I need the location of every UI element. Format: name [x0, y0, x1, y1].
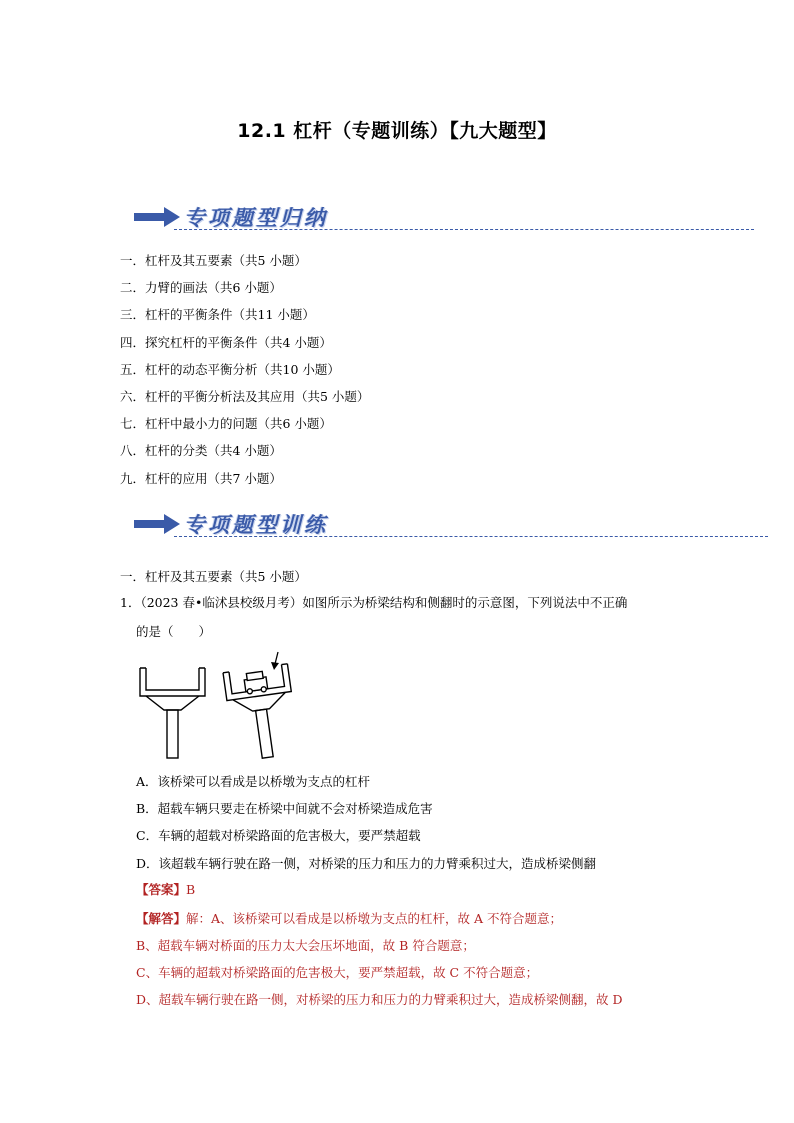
bridge-diagram	[130, 650, 310, 762]
list-item: 六．杠杆的平衡分析法及其应用（共5 小题）	[120, 388, 370, 404]
page-title: 12.1 杠杆（专题训练）【九大题型】	[237, 120, 557, 142]
answer-value: B	[186, 882, 196, 897]
list-item: 三．杠杆的平衡条件（共11 小题）	[120, 307, 315, 323]
section-heading: 一．杠杆及其五要素（共5 小题）	[120, 569, 307, 584]
list-item: 一．杠杆及其五要素（共5 小题）	[120, 253, 307, 268]
list-item: 四．探究杠杆的平衡条件（共4 小题）	[120, 334, 332, 350]
question-stem: 1．（2023 春•临沭县校级月考）如图所示为桥梁结构和侧翻时的示意图，下列说法中不正确	[120, 595, 628, 610]
list-item: 五．杠杆的动态平衡分析（共10 小题）	[120, 361, 340, 377]
right-arrow-icon	[134, 514, 180, 534]
section-banner-summary	[134, 202, 774, 232]
upright-bridge	[140, 668, 205, 758]
option-a: A．该桥梁可以看成是以桥墩为支点的杠杆	[136, 774, 371, 789]
list-item: 八．杠杆的分类（共4 小题）	[120, 443, 282, 459]
dashed-divider	[174, 536, 768, 537]
option-b: B．超载车辆只要走在桥梁中间就不会对桥梁造成危害	[136, 801, 433, 816]
option-d: D．该超载车辆行驶在路一侧，对桥梁的压力和压力的力臂乘积过大，造成桥梁侧翻	[136, 856, 597, 871]
down-arrow-icon	[271, 652, 279, 670]
analysis-line: C、车辆的超载对桥梁路面的危害极大，要严禁超载，故 C 不符合题意；	[136, 965, 539, 980]
analysis-text: 解：A、该桥梁可以看成是以桥墩为支点的杠杆，故 A 不符合题意；	[186, 911, 563, 926]
answer-line	[136, 880, 195, 898]
analysis-line	[136, 909, 562, 927]
tilted-bridge	[223, 664, 300, 762]
list-item: 九．杠杆的应用（共7 小题）	[120, 470, 282, 486]
analysis-label: 【解答】	[136, 911, 187, 926]
analysis-line: B、超载车辆对桥面的压力太大会压坏地面，故 B 符合题意；	[136, 938, 475, 953]
right-arrow-icon	[134, 207, 180, 227]
section-banner-training	[134, 509, 774, 539]
dashed-divider	[174, 229, 754, 230]
list-item: 七．杠杆中最小力的问题（共6 小题）	[120, 416, 332, 432]
topic-list	[120, 252, 369, 497]
option-c: C．车辆的超载对桥梁路面的危害极大，要严禁超载	[136, 828, 421, 843]
list-item: 二．力臂的画法（共6 小题）	[120, 280, 282, 296]
analysis-line: D、超载车辆行驶在路一侧，对桥梁的压力和压力的力臂乘积过大，造成桥梁侧翻，故 D	[136, 992, 623, 1007]
banner-title: 专项题型训练	[184, 513, 328, 537]
question-stem-cont: 的是（ ）	[136, 624, 212, 639]
answer-label: 【答案】	[136, 882, 187, 897]
banner-title: 专项题型归纳	[184, 206, 328, 230]
